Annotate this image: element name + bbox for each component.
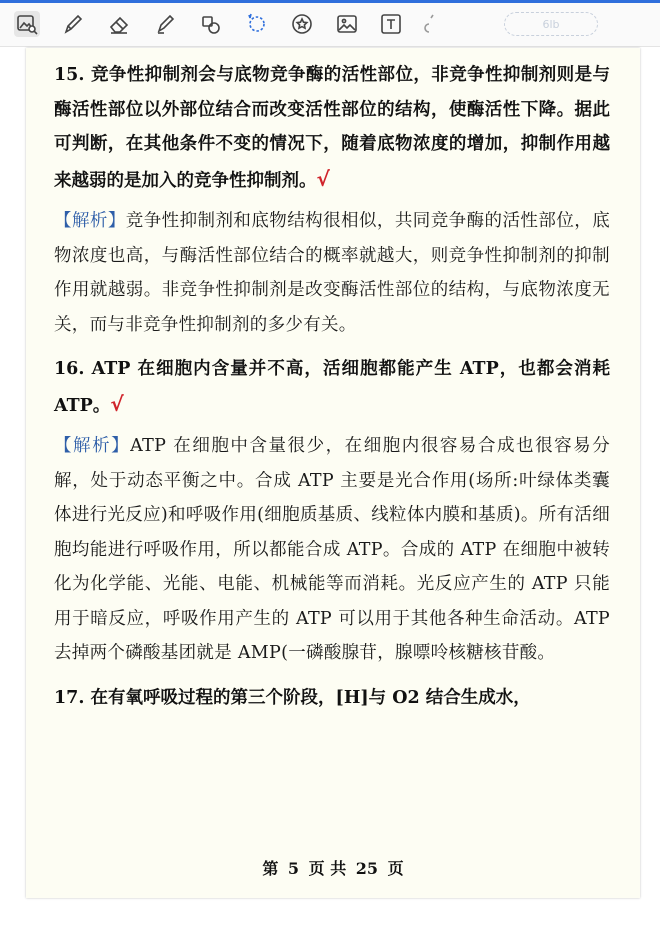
highlighter-icon — [153, 12, 177, 36]
shapes-tool[interactable] — [198, 11, 224, 37]
text-box-icon — [379, 12, 403, 36]
check-mark: √ — [316, 166, 330, 191]
question-15-stem: 15. 竞争性抑制剂会与底物竞争酶的活性部位，非竞争性抑制剂则是与酶活性部位以外部位结合而改变活性部位的结构，使酶活性下降。据此可判断，在其他条件不变的情况下，随着底物浓度的增加，抑制作用越来越弱的是加入的竞争性抑制剂。 — [54, 65, 610, 191]
analysis-16-text: ATP 在细胞中含量很少，在细胞内很容易合成也很容易分解，处于动态平衡之中。合成 ATP 主要是光合作用(场所:叶绿体类囊体进行光反应)和呼吸作用(细胞质基质、线粒体内膜和基质)。所有活细胞均能进行呼吸作用，所以都能合成 ATP。合成的 ATP 在细胞中被转化为化学能、光能、电能、机械能等而消耗。光反应产生的 ATP 只能用于暗反应，呼吸作用产生的 ATP 可以用于其他各种生命活动。ATP 去掉两个磷酸基团就是 AMP(一磷酸腺苷，腺嘌呤核糖核苷酸。 — [54, 436, 610, 663]
toolbar-pill[interactable]: 6lb — [504, 12, 598, 36]
check-mark: √ — [110, 391, 124, 416]
shapes-icon — [199, 12, 223, 36]
pen-icon — [61, 12, 85, 36]
question-15 — [54, 58, 610, 198]
eraser-icon — [107, 12, 131, 36]
footer-middle: 页 共 — [308, 859, 347, 878]
lasso-icon — [244, 12, 268, 36]
question-17-stem: 17. 在有氧呼吸过程的第三个阶段，[H]与 O2 结合生成水， — [54, 687, 531, 708]
question-17 — [54, 681, 610, 716]
lasso-tool[interactable] — [243, 11, 269, 37]
toolbar-accent-line — [0, 0, 660, 3]
eraser-tool[interactable] — [106, 11, 132, 37]
more-tool[interactable] — [418, 11, 444, 37]
current-page-number: 5 — [287, 859, 300, 878]
total-page-count: 25 — [355, 859, 379, 878]
analysis-15 — [54, 204, 610, 342]
text-tool[interactable] — [378, 11, 404, 37]
annotation-toolbar — [0, 0, 660, 47]
analysis-label: 【解析】 — [54, 436, 131, 456]
highlighter-tool[interactable] — [152, 11, 178, 37]
page-content — [54, 58, 610, 715]
analysis-15-text: 竞争性抑制剂和底物结构很相似，共同竞争酶的活性部位，底物浓度也高，与酶活性部位结合的概率就越大，则竞争性抑制剂的抑制作用就越弱。非竞争性抑制剂是改变酶活性部位的结构，与底物浓度无关，而与非竞争性抑制剂的多少有关。 — [54, 211, 610, 335]
document-page — [26, 48, 640, 898]
footer-suffix: 页 — [387, 859, 404, 878]
image-icon — [335, 12, 359, 36]
sticker-tool[interactable] — [289, 11, 315, 37]
footer-prefix: 第 — [262, 859, 279, 878]
question-16-stem: 16. ATP 在细胞内含量并不高，活细胞都能产生 ATP，也都会消耗 ATP。 — [54, 359, 610, 416]
partial-icon — [419, 12, 443, 36]
question-16 — [54, 352, 610, 423]
page-footer — [26, 856, 640, 879]
analysis-label: 【解析】 — [54, 211, 126, 231]
star-sticker-icon — [290, 12, 314, 36]
pen-tool[interactable] — [60, 11, 86, 37]
image-search-tool[interactable] — [14, 11, 40, 37]
analysis-16 — [54, 429, 610, 671]
image-tool[interactable] — [334, 11, 360, 37]
image-search-icon — [15, 12, 39, 36]
